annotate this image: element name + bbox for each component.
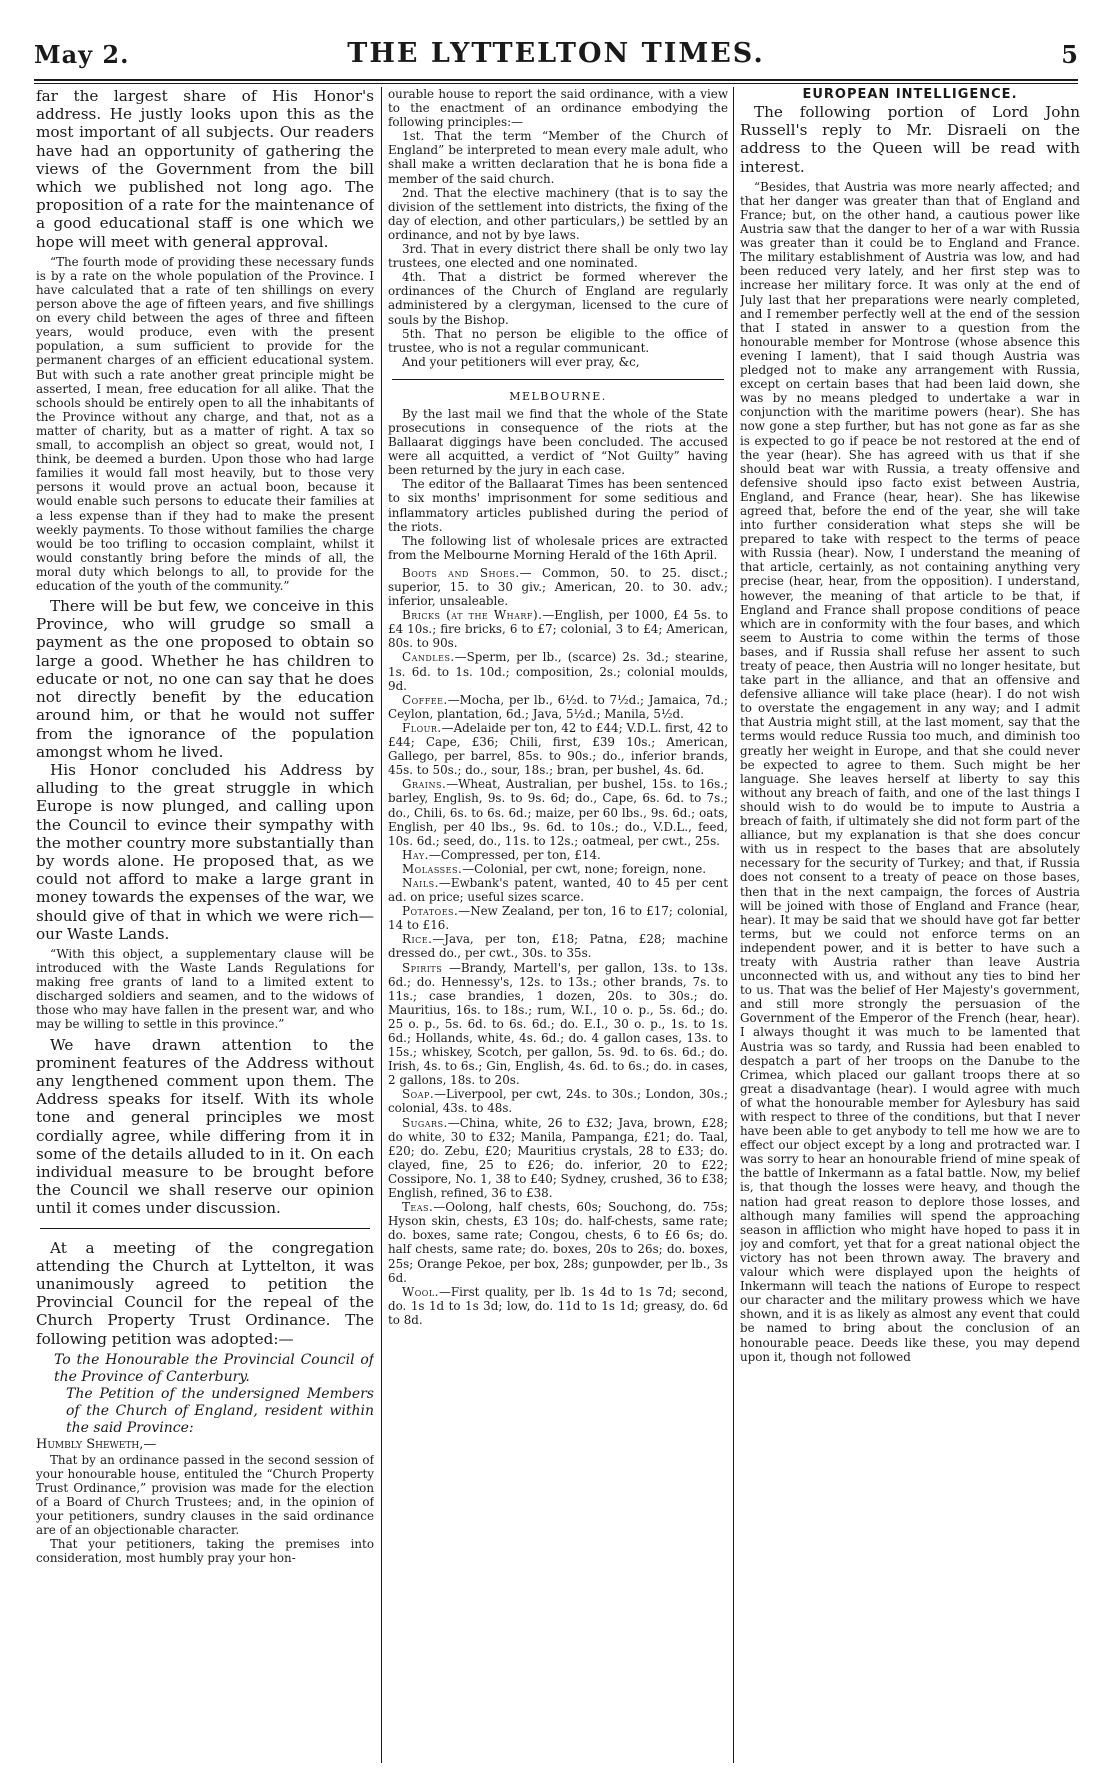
masthead-rule-thin xyxy=(34,83,1078,84)
price-text: —Ewbank's patent, wanted, 40 to 45 per cent ad. on price; useful sizes scarce. xyxy=(388,875,728,905)
petition-item: 4th. That a district be formed wherever the ordinances of the Church of England are regularly administered by a clergyman, licensed to the cure of souls by the Bishop. xyxy=(388,270,728,327)
petition-paragraph: That your petitioners, taking the premises into consideration, most humbly pray your hon- xyxy=(36,1537,374,1566)
petition-paragraph: That by an ordinance passed in the second session of your honourable house, entituled the “Church Property Trust Ordinance,” provision was made for the election of a Board of Church Trustees; and, in the opinion of your petitioners, sundry clauses in the said ordinance are of an objectionable character. xyxy=(36,1452,374,1538)
article-paragraph: far the largest share of His Honor's address. He justly looks upon this as the most important of all subjects. Our readers have had an opportunity of gathering the views of the Government from the bill which we published not long ago. The proposition of a rate for the maintenance of a good educational staff is one which we hope will meet with general approval. xyxy=(36,87,374,251)
price-text: —Oolong, half chests, 60s; Souchong, do. 75s; Hyson skin, chests, £3 10s; do. half-chests, same rate; do. boxes, same rate; Congou, chests, 6 to £6 6s; do. half chests, same rate; do. boxes, 20s to 26s; do. boxes, 25s; Orange Pekoe, per box, 28s; gunpowder, per lb., 3s 6d. xyxy=(388,1200,728,1285)
article-paragraph: We have drawn attention to the prominent features of the Address without any lengthened comment upon them. The Address speaks for itself. With its whole tone and general principles we most cordially agree, while differing from it in some of the details alluded to in it. On each individual measure to be brought before the Council we shall reserve our opinion until it comes under discussion. xyxy=(36,1035,374,1218)
column-2 xyxy=(388,87,728,1763)
section-heading: MELBOURNE. xyxy=(509,389,607,403)
petition-address: To the Honourable the Provincial Council of the Province of Canterbury. xyxy=(54,1351,374,1385)
quoted-paragraph: “With this object, a supplementary clause will be introduced with the Waste Lands Regulations for making free grants of land to a limited extent to discharged soldiers and seamen, and to the widows of those who may have fallen in the present war, and who may be willing to settle in this province.” xyxy=(36,946,374,1032)
price-entry xyxy=(388,721,728,777)
price-commodity: Coffee. xyxy=(402,692,448,707)
price-commodity: Spirits xyxy=(402,960,443,975)
page-number: 5 xyxy=(1061,40,1078,69)
price-text: —Compressed, per ton, £14. xyxy=(428,847,601,862)
masthead xyxy=(34,38,1078,78)
masthead-rule xyxy=(34,79,1078,81)
petition-closing: And your petitioners will ever pray, &c, xyxy=(402,354,640,369)
price-entry xyxy=(388,932,728,960)
price-entry xyxy=(388,862,728,876)
petition-title: The Petition of the undersigned Members of the Church of England, resident within the said Province: xyxy=(66,1385,374,1436)
price-text: —Java, per ton, £18; Patna, £28; machine dressed do., per cwt., 30s. to 35s. xyxy=(388,932,728,961)
news-paragraph: The following list of wholesale prices are extracted from the Melbourne Morning Herald of the 16th April. xyxy=(388,533,728,562)
price-entry xyxy=(388,1285,728,1327)
price-commodity: Sugars. xyxy=(402,1115,448,1130)
price-entry xyxy=(388,608,728,650)
petition-item: 5th. That no person be eligible to the office of trustee, who is not a regular communicant. xyxy=(388,326,728,355)
price-text: —First quality, per lb. 1s 4d to 1s 7d; second, do. 1s 1d to 1s 3d; low, do. 11d to 1s 1d; greasy, do. 6d to 8d. xyxy=(388,1284,728,1327)
issue-date: May 2. xyxy=(34,40,130,69)
price-entry xyxy=(388,876,728,904)
price-commodity: Potatoes. xyxy=(402,904,459,919)
price-entry xyxy=(388,1200,728,1285)
article-paragraph: The following portion of Lord John Russell's reply to Mr. Disraeli on the address to the Queen will be read with interest. xyxy=(740,103,1080,176)
article-separator xyxy=(40,1228,370,1229)
price-commodity: Wool. xyxy=(402,1284,439,1299)
price-text: —Adelaide per ton, 42 to £44; V.D.L. first, 42 to £44; Cape, £36; Chili, first, £39 10s.; American, Gallego, per barrel, 85s. to 90s.; do., inferior brands, 45s. to 50s.; do., sour, 18s.; bran, per bushel, 4s. 6d. xyxy=(388,720,728,778)
section-heading: EUROPEAN INTELLIGENCE. xyxy=(802,87,1018,102)
price-text: —Colonial, per cwt, none; foreign, none. xyxy=(462,861,707,876)
price-entry xyxy=(388,961,728,1088)
petition-item: 1st. That the term “Member of the Church of England” be interpreted to mean every male adult, who shall make a written declaration that he is bona fide a member of the said church. xyxy=(388,129,728,186)
petition-item: 2nd. That the elective machinery (that is to say the division of the settlement into districts, the fixing of the day of election, and other particulars,) be settled by an ordinance, and not by bye laws. xyxy=(388,185,728,242)
price-text: —Wheat, Australian, per bushel, 15s. to 16s.; barley, English, 9s. to 9s. 6d; do., Cape, 6s. 6d. to 7s.; do., Chili, 6s. to 6s. 6d.; maize, per 60 lbs., 9s. 6d.; oats, English, per 40 lbs., 9s. 6d. to 10s.; do., V.D.L., feed, 10s. 6d.; seed, do., 11s. to 12s.; oatmeal, per cwt., 25s. xyxy=(388,777,728,848)
column-1 xyxy=(36,87,374,1763)
price-entry xyxy=(388,693,728,721)
article-paragraph: There will be but few, we conceive in this Province, who will grudge so small a payment as the one proposed to obtain so large a good. Whether he has children to educate or not, no one can say that he does not directly benefit by the education around him, or that he would not suffer from the ignorance of the population amongst whom he lived. xyxy=(36,597,374,761)
news-paragraph: By the last mail we find that the whole of the State prosecutions in consequence of the riots at the Ballaarat diggings have been concluded. The accused were all acquitted, a verdict of “Not Guilty” having been returned by the jury in each case. xyxy=(388,406,728,478)
price-text: —Sperm, per lb., (scarce) 2s. 3d.; stearine, 1s. 6d. to 1s. 10d.; composition, 2s.; colonial moulds, 9d. xyxy=(388,650,728,693)
newspaper-title: THE LYTTELTON TIMES. xyxy=(347,38,765,69)
price-text: —English, per 1000, £4 5s. to £4 10s.; fire bricks, 6 to £7; colonial, 3 to £4; American, 80s. to 90s. xyxy=(388,608,728,651)
price-commodity: Hay. xyxy=(402,847,429,862)
column-divider xyxy=(733,87,734,1763)
quoted-paragraph: “The fourth mode of providing these necessary funds is by a rate on the whole population of the Province. I have calculated that a rate of ten shillings on every person above the age of fifteen years, and five shillings on every child between the ages of three and fifteen years, would produce, even with the present population, a sum sufficient to provide for the permanent charges of an efficient educational system. But with such a rate another great principle might be asserted, I mean, free education for all alike. That the schools should be entirely open to all the inhabitants of the Province without any charge, and that, not as a matter of charity, but as a matter of right. A tax so small, to accomplish an object so great, would not, I think, be deemed a burden. Upon those who had large families it would fall most heavily, but to those very persons it would prove an actual boon, because it would enable such persons to educate their families at a less expense than if they had to make the present weekly payments. To those without families the charge would be too trifling to occasion complaint, whilst it would constantly bring before the minds of all, the moral duty which belongs to all, to provide for the education of the youth of the community.” xyxy=(36,254,374,593)
price-text: —New Zealand, per ton, 16 to £17; colonial, 14 to £16. xyxy=(388,904,728,933)
petition-salutation: Humbly Sheweth,— xyxy=(36,1436,157,1452)
price-commodity: Grains. xyxy=(402,777,447,792)
price-entry xyxy=(388,650,728,692)
price-text: —Mocha, per lb., 6½d. to 7½d.; Jamaica, 7d.; Ceylon, plantation, 6d.; Java, 5½d.; Manila, 5½d. xyxy=(388,692,728,721)
news-paragraph: The editor of the Ballaarat Times has been sentenced to six months' imprisonment for some seditious and inflammatory articles published during the period of the riots. xyxy=(388,477,728,534)
column-3 xyxy=(740,87,1080,1763)
price-commodity: Rice. xyxy=(402,932,433,947)
article-separator xyxy=(392,379,724,380)
price-entry xyxy=(388,904,728,932)
quoted-speech: “Besides, that Austria was more nearly affected; and that her danger was greater than that of England and France; but, on the other hand, a cautious power like Austria saw that the danger to her of a war with Russia was greater than it could be to England and France. The military establishment of Austria was low, and had been reduced very lately, and her first step was to increase her military force. It was only at the end of July last that her preparations were nearly completed, and I remember perfectly well at the end of the session that I stated in answer to a question from the honourable member for Montrose (whose absence this evening I lament), that I said though Austria was pledged not to make any arrangement with Russia, except on certain bases that had been laid down, she was by no means pledged to undertake a war in conjunction with the maritime powers (hear). She has now gone a step further, but has not gone as far as she is expected to go if peace be not restored at the end of the year (hear). She has agreed with us that if she should beat war with Russia, a treaty offensive and defensive should ipso facto exist between Austria, England, and France (hear, hear). She has likewise agreed that, before the end of the year, she will take into further consideration what steps she will be prepared to take with respect to the terms of peace with Russia (hear). Now, I understand the meaning of that article, certainly, as not containing anything very precise (hear, hear, from the opposition). I understand, however, the meaning of that article to be that, if England and France shall propose conditions of peace which are in conformity with the four bases, and which seem to Austria to come within the terms of those bases, and if Russia shall refuse her assent to such treaty of peace, then Austria will no longer hesitate, but take part in the alliance, and that an offensive and defensive alliance will take place (hear). I do not wish to overstate the engagement in any way; and I admit that Austria might still, at the last moment, say that the terms would reduce Russia too much, and diminish too greatly her weight in Europe, and that she could never be expected to agree to them. Such might be her language. She leaves herself at liberty to say this without any breach of faith, and one of the last things I should wish to do would be to impute to Austria a breach of faith, if ultimately she did not form part of the alliance, but my explanation is that she does concur with us in respect to the bases that are absolutely necessary for the security of Turkey; and that, if Russia does not consent to a treaty of peace on those bases, then that in the next campaign, the forces of Austria will be joined with those of England and France (hear, hear). It may be said that we should have got far better terms, but we could not enforce terms on an independent power, and it is better to have such a treaty with Austria rather than leave Austria unconnected with us, and without any ties to bind her to us. That was the belief of Her Majesty's government, and still more strongly the persuasion of the Government of the Emperor of the French (hear, hear). I always thought it was much to be lamented that Austria was so tardy, and Russia had been enabled to despatch a part of her troops on the Danube to the Crimea, which placed our gallant troops there at so great a disadvantage (hear). I would agree with much of what the honourable member for Aylesbury has said with respect to three of the conditions, but that I never have been able to get anybody to tell me how we are to effect our object except by a long and protracted war. I was sorry to hear an honourable friend of mine speak of the battle of Inkermann as a fatal battle. Now, my belief is, that though the losses were heavy, and though the nation had great reason to deplore those losses, and although many families will spend the approaching season in affliction who might have hoped to pass it in joy and comfort, yet that for a great national object the victory has not been thrown away. The bravery and valour which were displayed upon the heights of Inkermann will teach the nations of Europe to respect our character and the military prowess which we have shown, and it is as likely as almost any event that could be named to bring about the conclusion of an honourable peace. Deeds like these, you may depend upon it, though not followed xyxy=(740,179,1080,1364)
column-divider xyxy=(381,87,382,1763)
price-commodity: Candles. xyxy=(402,650,455,665)
price-text: — Common, 50. to 25. disct.; superior, 15. to 30 giv.; American, 20. to 30. adv.; inferior, unsaleable. xyxy=(388,565,728,609)
price-text: —China, white, 26 to £32; Java, brown, £28; do white, 30 to £32; Manila, Pampanga, £21; do. Taal, £20; do. Zebu, £20; Mauritius crystals, 28 to £33; do. clayed, fine, 25 to £26; do. inferior, 20 to £22; Cossipore, No. 1, 38 to £40; Sydney, crushed, 36 to £38; English, refined, 36 to £38. xyxy=(388,1115,728,1201)
price-commodity: Teas. xyxy=(402,1200,434,1215)
price-entry xyxy=(388,566,728,608)
price-commodity: Flour. xyxy=(402,720,442,735)
petition-paragraph: ourable house to report the said ordinance, with a view to the enactment of an ordinance embodying the following principles:— xyxy=(388,87,728,130)
price-commodity: Boots and Shoes. xyxy=(402,565,520,580)
price-commodity: Nails. xyxy=(402,875,439,890)
price-entry xyxy=(388,777,728,847)
price-text: —Brandy, Martell's, per gallon, 13s. to 13s. 6d.; do. Hennessy's, 12s. to 13s.; other brands, 7s. to 11s.; case brandies, 1 dozen, 20s. to 30s.; do. Mauritius, 16s. to 18s.; rum, W.I., 10 o. p., 5s. 6d.; do. 25 o. p., 5s. 6d. to 6s. 6d.; do. E.I., 30 o. p., 1s. to 1s. 6d.; Hollands, white, 4s. 6d.; do. 4 gallon cases, 13s. to 15s.; whiskey, Scotch, per gallon, 5s. 9d. to 6s. 6d.; do. Irish, 4s. to 6s.; Gin, English, 4s. 6d. to 6s.; do. in cases, 2 gallons, 18s. to 20s. xyxy=(388,960,728,1088)
price-entry xyxy=(388,1116,728,1201)
price-commodity: Soap. xyxy=(402,1087,435,1102)
petition-item: 3rd. That in every district there shall be only two lay trustees, one elected and one nominated. xyxy=(388,242,728,271)
price-commodity: Molasses. xyxy=(402,861,463,876)
price-commodity: Bricks (at the Wharf). xyxy=(402,608,543,623)
article-paragraph: At a meeting of the congregation attending the Church at Lyttelton, it was unanimously agreed to petition the Provincial Council for the repeal of the Church Property Trust Ordinance. The following petition was adopted:— xyxy=(36,1238,374,1348)
price-text: —Liverpool, per cwt, 24s. to 30s.; London, 30s.; colonial, 43s. to 48s. xyxy=(388,1087,728,1116)
price-entry xyxy=(388,848,728,862)
price-entry xyxy=(388,1087,728,1115)
article-paragraph: His Honor concluded his Address by alluding to the great struggle in which Europe is now plunged, and calling upon the Council to evince their sympathy with the mother country more substantially than by words alone. He proposed that, as we could not afford to make a large grant in money towards the expenses of the war, we should give of that in which we were rich—our Waste Lands. xyxy=(36,760,374,943)
